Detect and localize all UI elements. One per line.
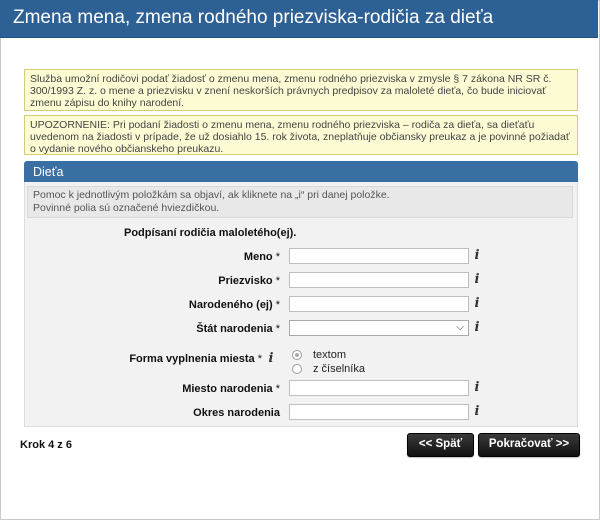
stat-label-text: Štát narodenia: [196, 323, 273, 335]
priezvisko-input[interactable]: [289, 272, 469, 288]
step-indicator: Krok 4 z 6: [20, 439, 72, 451]
required-marker: *: [275, 299, 280, 311]
miesto-label: [182, 383, 280, 395]
required-marker: *: [275, 251, 280, 263]
chevron-down-icon: ⌵: [456, 322, 464, 333]
stat-select[interactable]: [289, 320, 469, 336]
group-title: Podpísaní rodičia maloletého(ej).: [124, 227, 297, 239]
miesto-input[interactable]: [289, 380, 469, 396]
back-button[interactable]: << Späť: [407, 433, 474, 457]
okres-label-text: Okres narodenia: [193, 407, 280, 419]
continue-button[interactable]: Pokračovať >>: [478, 433, 580, 457]
required-marker: *: [257, 353, 262, 365]
info-icon[interactable]: i: [474, 320, 480, 335]
info-icon[interactable]: i: [474, 380, 480, 395]
warning-notice: UPOZORNENIE: Pri podaní žiadosti o zmenu mena, zmenu rodného priezviska – rodiča za dieťa, sa dieťaťu uvedenom na žiadosti v prípade, že už dosiahlo 15. rok života, zneplatňuje občiansky preukaz a je povinné požiadať o vydanie nového občianskeho preukazu.: [24, 115, 578, 155]
help-text-line1: Pomoc k jednotlivým položkám sa objaví, ak kliknete na „i“ pri danej položke.: [33, 189, 390, 201]
miesto-label-text: Miesto narodenia: [182, 383, 273, 395]
meno-input[interactable]: [289, 248, 469, 264]
narodeneho-input[interactable]: [289, 296, 469, 312]
help-box: [27, 186, 573, 218]
required-marker: *: [275, 383, 280, 395]
radio-textom[interactable]: [292, 350, 302, 360]
okres-label: [193, 407, 280, 419]
required-marker: *: [275, 323, 280, 335]
page-header: [0, 0, 598, 38]
narodeneho-label-text: Narodeného (ej): [188, 299, 273, 311]
narodeneho-label: [189, 299, 280, 311]
section-header: [24, 161, 578, 182]
okres-input[interactable]: [289, 404, 469, 420]
stat-label: [196, 323, 280, 335]
help-text-line2: Povinné polia sú označené hviezdičkou.: [33, 201, 220, 214]
info-icon[interactable]: i: [268, 351, 274, 366]
info-icon[interactable]: i: [474, 248, 480, 263]
priezvisko-label: [218, 275, 280, 287]
info-notice: Služba umožní rodičovi podať žiadosť o zmenu mena, zmenu rodného priezviska v zmysle § 7 zákona NR SR č. 300/1993 Z. z. o mene a priezvisku v znení neskorších právnych predpisov za maloleté dieťa, čo bude iniciovať zmenu zápisu do knihy narodení.: [24, 69, 578, 111]
radio-ciselnik[interactable]: [292, 364, 302, 374]
priezvisko-label-text: Priezvisko: [218, 275, 273, 287]
info-icon[interactable]: i: [474, 296, 480, 311]
forma-label: [129, 353, 262, 365]
page-title: Zmena mena, zmena rodného priezviska-rodičia za dieťa: [13, 7, 494, 28]
info-icon[interactable]: i: [474, 404, 480, 419]
info-icon[interactable]: i: [474, 272, 480, 287]
section-title: Dieťa: [33, 165, 64, 179]
meno-label: [244, 251, 280, 263]
forma-label-text: Forma vyplnenia miesta: [129, 353, 255, 365]
radio-label-textom: textom: [313, 349, 347, 361]
required-marker: *: [275, 275, 280, 287]
meno-label-text: Meno: [243, 251, 273, 263]
radio-label-ciselnik: z číselníka: [313, 363, 365, 375]
